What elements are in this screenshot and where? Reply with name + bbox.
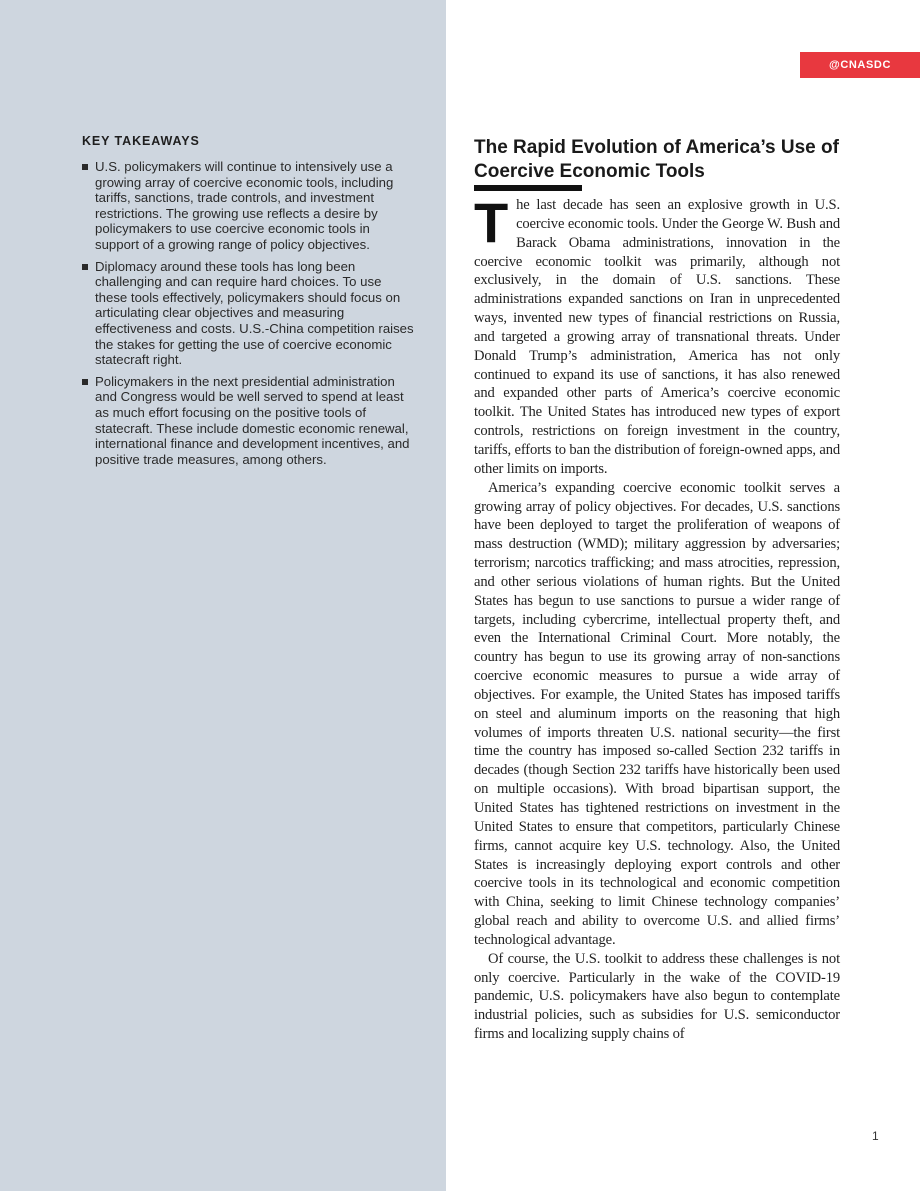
square-bullet-icon — [82, 379, 88, 385]
takeaway-item — [82, 259, 414, 368]
takeaway-item — [82, 159, 414, 253]
key-takeaways-list — [82, 159, 414, 473]
key-takeaways-heading: KEY TAKEAWAYS — [82, 134, 200, 148]
takeaway-text: Policymakers in the next presidential administration and Congress would be well served to spend at least as much effort focusing on the positive tools of statecraft. These include domestic economic renewal, international finance and development incentives, and positive trade measures, among others. — [95, 373, 410, 467]
paragraph: Of course, the U.S. toolkit to address these challenges is not only coercive. Particularly in the wake of the COVID-19 pandemic, U.S. policymakers have also begun to contemplate industrial policies, such as subsidies for U.S. semiconductor firms and localizing supply chains of — [474, 950, 840, 1043]
takeaway-item — [82, 374, 414, 468]
takeaway-text: U.S. policymakers will continue to intensively use a growing array of coercive economic tools, including tariffs, sanctions, trade controls, and investment restrictions. The growing use reflects a desire by policymakers to use coercive economic tools in support of a growing range of policy objectives. — [95, 159, 394, 252]
page-number: 1 — [872, 1129, 879, 1143]
square-bullet-icon — [82, 164, 88, 170]
takeaway-text: Diplomacy around these tools has long been challenging and can require hard choices. To use these tools effectively, policymakers should focus on articulating clear objectives and measuring effectiveness and costs. U.S.-China competition raises the stakes for getting the use of coercive economic statecraft right. — [95, 258, 414, 368]
paragraph — [474, 191, 840, 479]
square-bullet-icon — [82, 264, 88, 270]
paragraph-text: he last decade has seen an explosive growth in U.S. coercive economic tools. Under the George W. Bush and Barack Obama administrations, innovation in the coercive economic toolkit was primarily, although not exclusively, in the domain of U.S. sanctions. These administrations expanded sanctions on Iran in unprecedented ways, invented new types of financial restrictions on Russia, and targeted a growing array of transnational threats. Under Donald Trump’s administration, America has not only continued to expand its use of sanctions, it has also renewed and expanded other parts of America’s coercive economic toolkit. The United States has introduced new types of export controls, restrictions on foreign investment in the country, tariffs, efforts to ban the distribution of foreign-owned apps, and other limits on imports. — [474, 197, 840, 477]
article-title: The Rapid Evolution of America’s Use of Coercive Economic Tools — [474, 137, 839, 182]
social-handle-tag: @CNASDC — [800, 52, 920, 78]
paragraph: America’s expanding coercive economic toolkit serves a growing array of policy objectives. For decades, U.S. sanctions have been deployed to target the proliferation of weapons of mass destruction (WMD); military aggression by adversaries; terrorism; narcotics trafficking; and mass atrocities, repression, and other serious violations of human rights. But the United States has begun to use sanctions to pursue a wider range of targets, including cybercrime, intellectual property theft, and even the International Criminal Court. More notably, the country has begun to use its growing array of non-sanctions coercive economic measures to pursue a wide array of objectives. For example, the United States has imposed tariffs on steel and aluminum imports on the reasoning that high volumes of imports threaten U.S. national security—the first time the country has imposed so-called Section 232 tariffs in decades (though Section 232 tariffs have historically been used on multiple occasions). With broad bipartisan support, the United States has tightened restrictions on investment in the United States to ensure that competitors, particularly Chinese firms, cannot acquire key U.S. technology. Also, the United States is increasingly deploying export controls and other coercive tools in its technological and economic competition with China, seeking to limit Chinese technology companies’ global reach and ability to overcome U.S. and allied firms’ technological advantage. — [474, 479, 840, 948]
article-body — [474, 191, 840, 1044]
drop-cap: T — [474, 191, 509, 254]
